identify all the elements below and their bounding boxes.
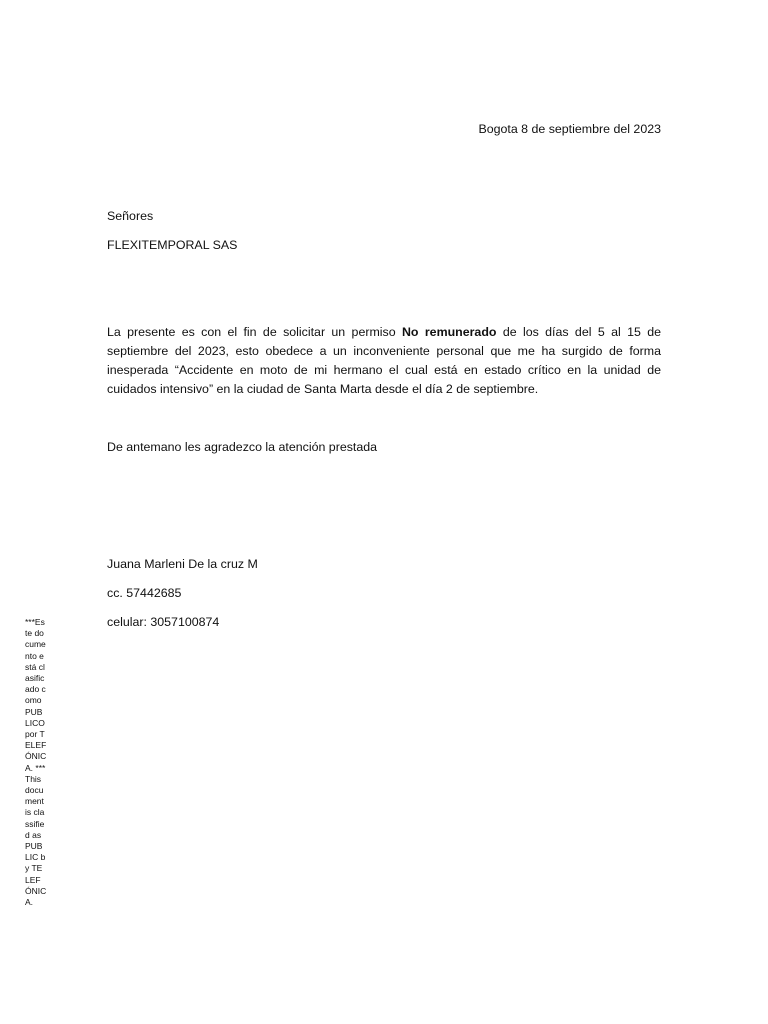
body-bold-text: No remunerado bbox=[401, 325, 497, 339]
body-text-end: de los días del 5 al 15 de septiembre del 2023, esto obedece a un inconveniente personal que me ha surgido de forma inesperada “Accidente en moto de mi hermano el cual está en estado crítico en la unidad de cuidados intensivo” en la ciudad de Santa Marta desde el día 2 de septiembre. bbox=[107, 325, 661, 396]
signature-name: Juana Marleni De la cruz M bbox=[107, 557, 258, 571]
signature-id: cc. 57442685 bbox=[107, 586, 182, 600]
classification-note: ***Este documento está clasificado como PUBLICO por TELEFÓNICA. ***This document is classified as PUBLIC by TELEFÓNICA. bbox=[25, 617, 47, 908]
signature-phone: celular: 3057100874 bbox=[107, 615, 220, 629]
letter-date: Bogota 8 de septiembre del 2023 bbox=[478, 122, 661, 136]
salutation: Señores bbox=[107, 209, 154, 223]
recipient-company: FLEXITEMPORAL SAS bbox=[107, 238, 238, 252]
letter-body bbox=[107, 323, 661, 399]
closing-line: De antemano les agradezco la atención prestada bbox=[107, 440, 378, 454]
body-text-start: La presente es con el fin de solicitar un permiso bbox=[107, 325, 402, 339]
